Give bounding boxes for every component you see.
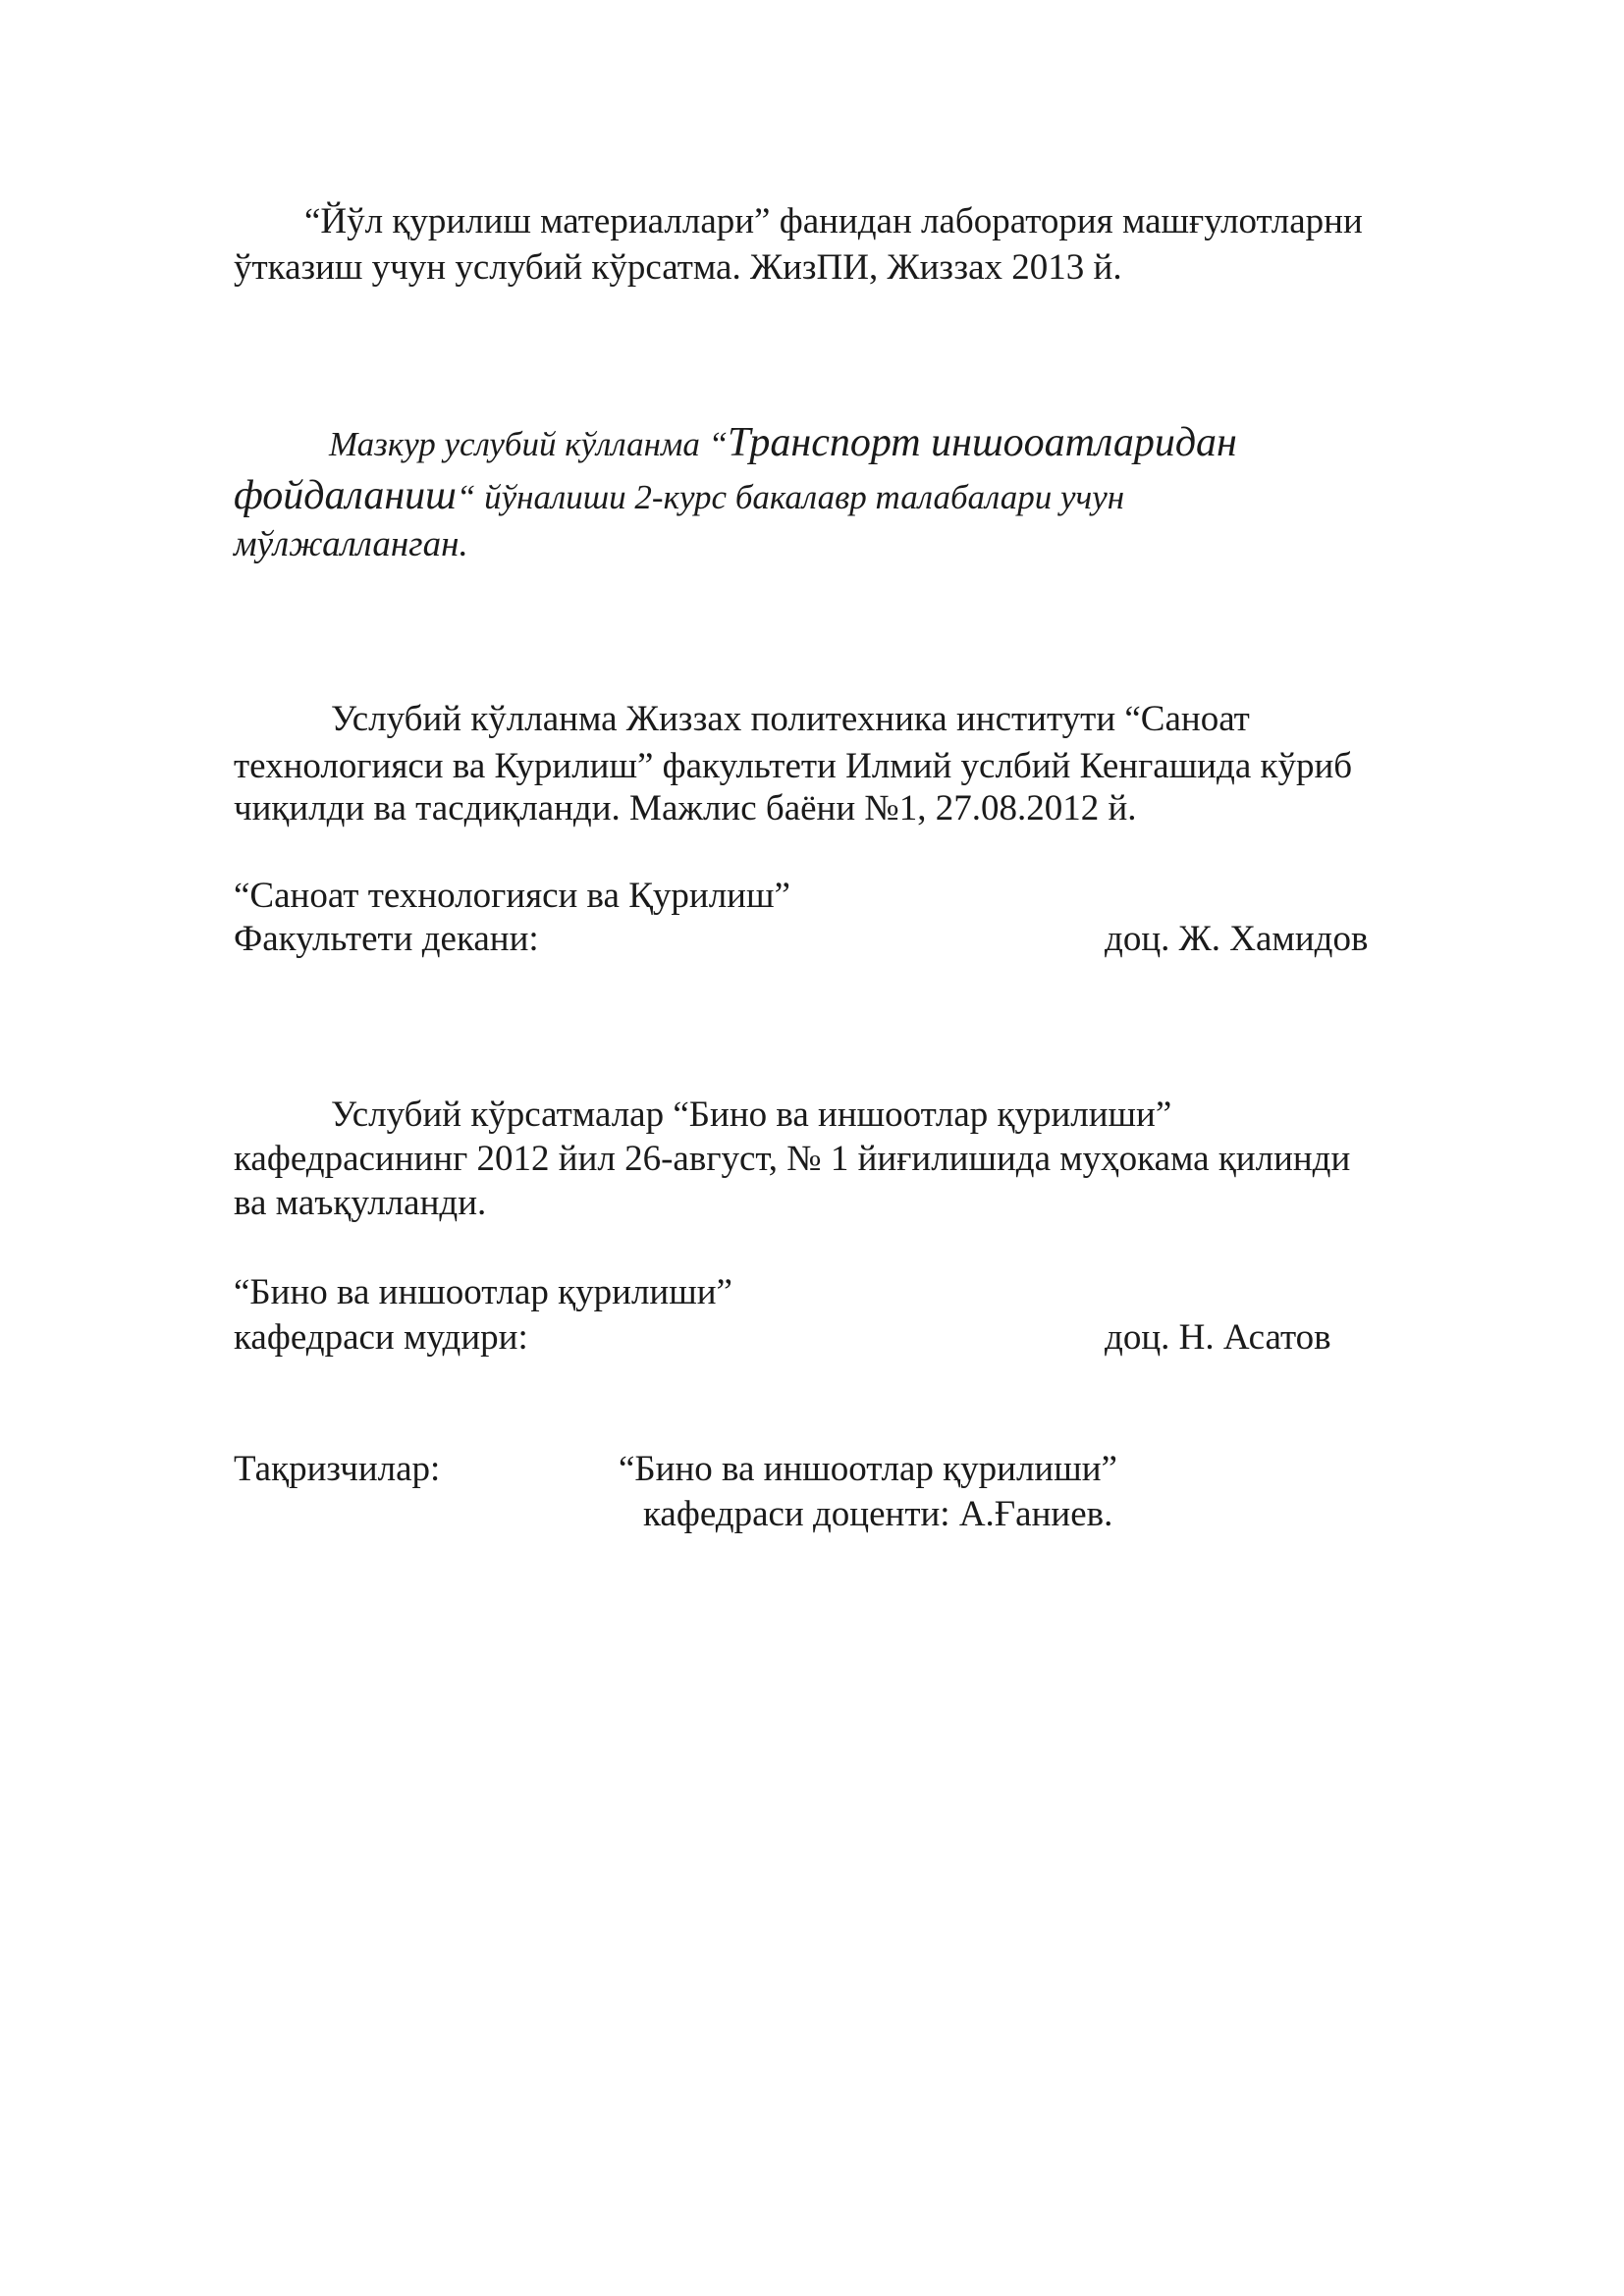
approval-line-3: чиқилди ва тасдиқланди. Мажлис баёни №1, 27.08.2012 й.: [234, 788, 1137, 828]
purpose-line-3: мўлжалланган.: [234, 524, 468, 564]
approval-line-1: Услубий кўлланма Жиззах политехника институти “Саноат: [331, 699, 1250, 739]
reviewers-line-1: “Бино ва иншоотлар қурилиши”: [619, 1449, 1117, 1489]
reviewers-label: Тақризчилар:: [234, 1449, 441, 1489]
purpose-line-2: [234, 475, 1124, 518]
department-review-line-2: кафедрасининг 2012 йил 26-август, № 1 йиғилишида муҳокама қилинди: [234, 1139, 1351, 1179]
department-review-line-1: Услубий кўрсатмалар “Бино ва иншоотлар қурилиши”: [331, 1095, 1172, 1135]
intro-line-2: ўтказиш учун услубий кўрсатма. ЖизПИ, Жиззах 2013 й.: [234, 247, 1122, 288]
purpose-line-1-a: Мазкур услубий кўлланма “: [329, 425, 729, 463]
dean-faculty-name: “Саноат технологияси ва Қурилиш”: [234, 876, 790, 916]
head-name: доц. Н. Асатов: [1105, 1317, 1331, 1358]
head-department-name: “Бино ва иншоотлар қурилиши”: [234, 1272, 732, 1312]
intro-line-1: “Йўл қурилиш материаллари” фанидан лаборатория машғулотларни: [304, 201, 1363, 241]
dean-name: доц. Ж. Хамидов: [1105, 919, 1369, 959]
purpose-line-2-b: “ йўналиши 2-курс бакалавр талабалари учун: [456, 478, 1125, 516]
reviewers-line-2: кафедраси доценти: А.Ғаниев.: [643, 1494, 1113, 1534]
purpose-line-2-a: фойдаланиш: [234, 473, 457, 518]
purpose-line-1-b: Транспорт иншооатларидан: [728, 420, 1237, 465]
department-review-line-3: ва маъқулланди.: [234, 1183, 487, 1223]
dean-title: Факультети декани:: [234, 919, 539, 959]
approval-line-2: технологияси ва Курилиш” факультети Илмий услбий Кенгашида кўриб: [234, 746, 1353, 786]
head-title: кафедраси мудири:: [234, 1317, 528, 1358]
purpose-line-1: [329, 422, 1237, 465]
